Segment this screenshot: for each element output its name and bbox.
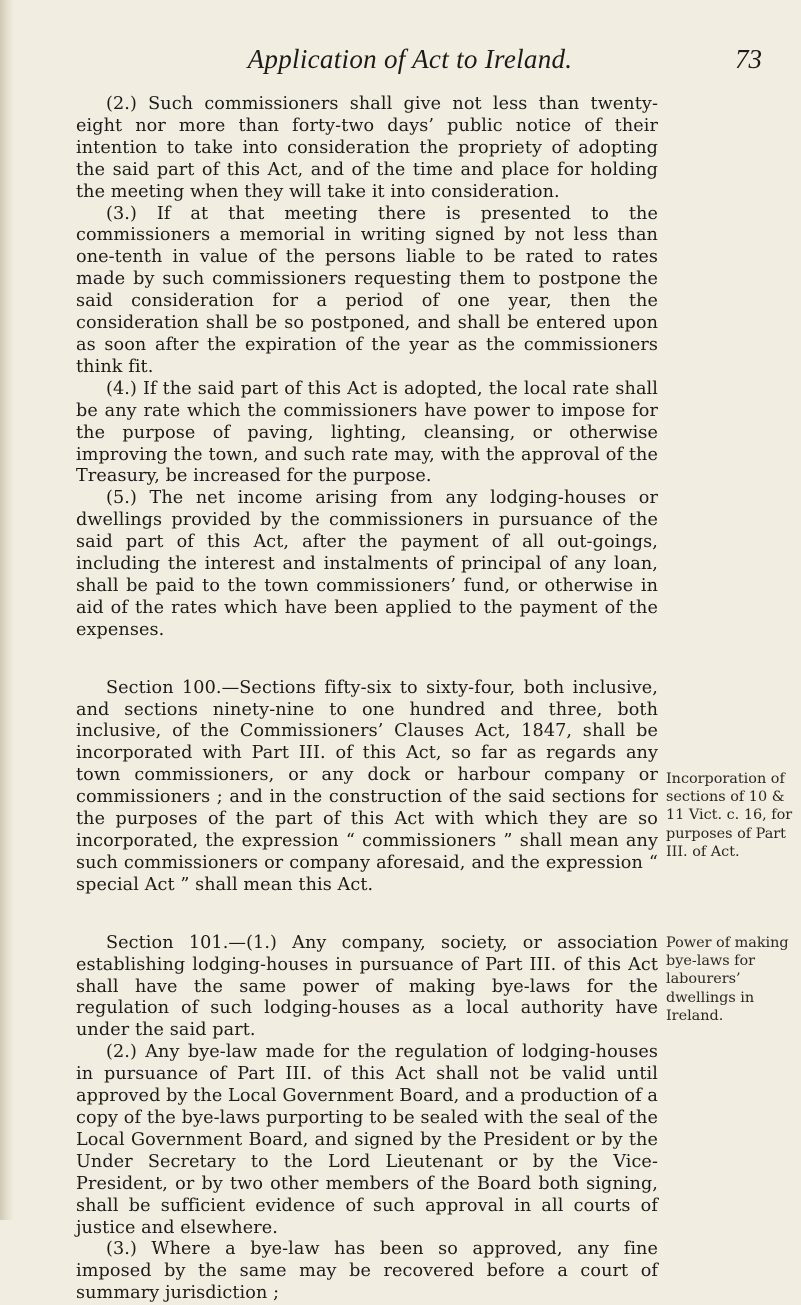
section-100: Section 100.—Sections fifty-six to sixty-four, both inclusive, and sections ninety-nine to one hundred and three, both inclusive, of the Commissioners’ Clauses Act, 1847, shall be incorporated with Part III. of this Act, so far as regards any town commissioners, or any dock or harbour company or commissioners ; and in the construction of the said sections for the purposes of the part of this Act with which they are so incorporated, the expression “ commissioners ” shall mean any such commissioners or company aforesaid, and the expression “ special Act ” shall mean this Act.: [76, 677, 658, 895]
running-title: Application of Act to Ireland.: [247, 44, 573, 74]
page-number: 73: [735, 44, 762, 74]
margin-note-power-bye-laws: Power of making bye-laws for labourers’ dwellings in Ireland.: [666, 935, 789, 1024]
section-101-1: Section 101.—(1.) Any company, society, or association establishing lodging-houses in pursuance of Part III. of this Act shall have the same power of making bye-laws for the regulation of such lodging-houses as a local authority have under the said part.: [76, 932, 658, 1041]
running-head: [40, 44, 780, 74]
main-text: [76, 94, 658, 1305]
section-101-2: (2.) Any bye-law made for the regulation of lodging-houses in pursuance of Part III. of this Act shall not be valid until approved by the Local Government Board, and a production of a copy of the bye-laws purporting to be sealed with the seal of the Local Government Board, and signed by the President or by the Under Secretary to the Lord Lieutenant or by the Vice-President, or by two other members of the Board both signing, shall be sufficient evidence of such approval in all courts of justice and elsewhere.: [76, 1042, 658, 1238]
paragraph-5: (5.) The net income arising from any lodging-houses or dwellings provided by the commissioners in pursuance of the said part of this Act, after the payment of all out-goings, including the interest and instalments of principal of any loan, shall be paid to the town commissioners’ fund, or otherwise in aid of the rates which have been applied to the payment of the expenses.: [76, 488, 658, 640]
paragraph-2: (2.) Such commissioners shall give not less than twenty-eight nor more than forty-two days’ public notice of their intention to take into consideration the propriety of adopting the said part of this Act, and of the time and place for holding the meeting when they will take it into consideration.: [76, 94, 658, 202]
margin-note-incorporation: Incorporation of sections of 10 & 11 Vict. c. 16, for purposes of Part III. of Act.: [666, 771, 793, 860]
binding-edge: [0, 0, 14, 1220]
paragraph-3: (3.) If at that meeting there is presented to the commissioners a memorial in writing signed by not less than one-tenth in value of the persons liable to be rated to rates made by such commissioners requesting them to postpone the said consideration for a period of one year, then the consideration shall be so postponed, and shall be entered upon as soon after the expiration of the year as the commissioners think fit.: [76, 203, 658, 377]
section-101-3: (3.) Where a bye-law has been so approved, any fine imposed by the same may be recovered before a court of summary jurisdiction ;: [76, 1239, 658, 1304]
paragraph-4: (4.) If the said part of this Act is adopted, the local rate shall be any rate which the commissioners have power to impose for the purpose of paving, lighting, cleansing, or otherwise improving the town, and such rate may, with the approval of the Treasury, be increased for the purpose.: [76, 378, 658, 487]
